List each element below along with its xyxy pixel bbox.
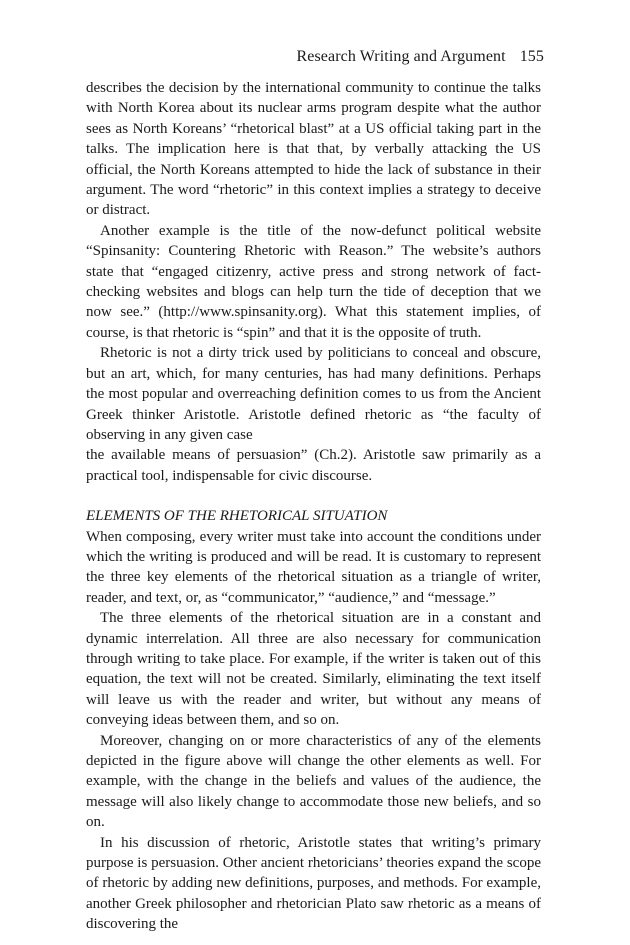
body-text [86,78,541,935]
section-heading: ELEMENTS OF THE RHETORICAL SITUATION [86,508,388,525]
paragraph: The three elements of the rhetorical situation are in a constant and dynamic interrelation. All three are also necessary for communication through writing to take place. For example, if the writer is taken out of this equation, the text will not be created. Similarly, eliminating the text itself will leave us with the reader and writer, but without any means of conveying ideas between them, and so on. [86,610,541,729]
paragraph: Moreover, changing on or more characteristics of any of the elements depicted in the figure above will change the other elements as well. For example, with the change in the beliefs and values of the audience, the message will also likely change to accommodate those new beliefs, and so on. [86,732,541,831]
page-number: 155 [519,48,544,65]
running-title: Research Writing and Argument [296,48,506,65]
running-header [297,48,545,66]
paragraph: Rhetoric is not a dirty trick used by politicians to conceal and obscure, but an art, which, for many centuries, has had many definitions. Perhaps the most popular and overreaching definition comes to us from the Ancient Greek thinker Aristotle. Aristotle defined rhetoric as “the faculty of observing in any given case [86,345,541,443]
paragraph: Another example is the title of the now-defunct political website “Spinsanity: Countering Rhetoric with Reason.” The website’s authors state that “engaged citizenry, active press and strong network of fact-checking websites and blogs can help turn the tide of deception that we now see.” (http://www.spinsanity.org). What this statement implies, of course, is that rhetoric is “spin” and that it is the opposite of truth. [86,222,541,341]
paragraph: describes the decision by the international community to continue the talks with North Korea about its nuclear arms program despite what the author sees as North Koreans’ “rhetorical blast” at a US official taking part in the talks. The implication here is that that, by verbally attacking the US official, the North Koreans attempted to hide the lack of substance in their argument. The word “rhetoric” in this context implies a strategy to deceive or distract. [86,80,541,219]
paragraph: When composing, every writer must take into account the conditions under which the writing is produced and will be read. It is customary to represent the three key elements of the rhetorical situation as a triangle of writer, reader, and text, or, as “communicator,” “audience,” and “message.” [86,528,541,606]
paragraph: the available means of persuasion” (Ch.2). Aristotle saw primarily as a practical tool, indispensable for civic discourse. [86,447,541,484]
paragraph: In his discussion of rhetoric, Aristotle states that writing’s primary purpose is persuasion. Other ancient rhetoricians’ theories expand the scope of rhetoric by adding new definitions, purposes, and methods. For example, another Greek philosopher and rhetorician Plato saw rhetoric as a means of discovering the [86,834,541,933]
